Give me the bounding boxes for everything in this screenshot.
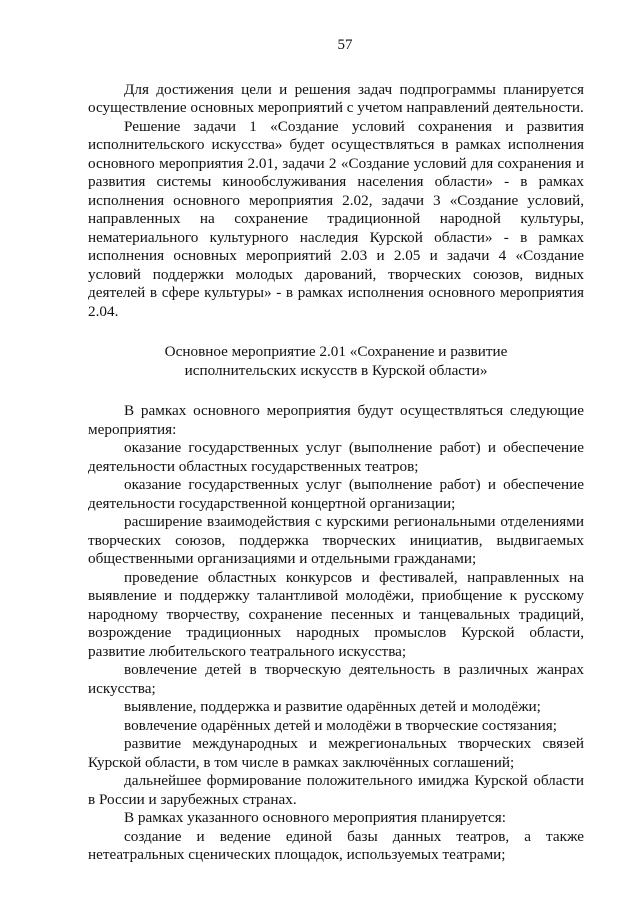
- body-paragraph: расширение взаимодействия с курскими региональными отделениями творческих союзов, поддержка творческих инициатив, выдвигаемых общественными организациями и отдельными гражданами;: [88, 513, 584, 567]
- body-paragraph: создание и ведение единой базы данных театров, а также нетеатральных сценических площадок, используемых театрами;: [88, 827, 584, 863]
- page-number: 57: [337, 37, 353, 53]
- body-paragraph: оказание государственных услуг (выполнение работ) и обеспечение деятельности областных государственных театров;: [88, 439, 584, 475]
- body-paragraph: В рамках указанного основного мероприятия планируется:: [124, 809, 506, 826]
- body-paragraph: оказание государственных услуг (выполнение работ) и обеспечение деятельности государственной концертной организации;: [88, 476, 584, 512]
- body-paragraph: дальнейшее формирование положительного имиджа Курской области в России и зарубежных странах.: [88, 772, 584, 808]
- body-paragraph: В рамках основного мероприятия будут осуществляться следующие мероприятия:: [88, 402, 584, 438]
- body-paragraph: проведение областных конкурсов и фестивалей, направленных на выявление и поддержку талантливой молодёжи, приобщение к русскому народному творчеству, сохранение песенных и танцевальных традиций, возрождение традиционных народных промыслов Курской области, развитие любительского театрального искусства;: [88, 568, 584, 660]
- intro-paragraph: Решение задачи 1 «Создание условий сохранения и развития исполнительского искусства» будет осуществляться в рамках исполнения основного мероприятия 2.01, задачи 2 «Создание условий для сохранения и развития системы кинообслуживания населения области» - в рамках исполнения основного мероприятия 2.02, задачи 3 «Создание условий, направленных на сохранение традиционной народной культуры, нематериального культурного наследия Курской области» - в рамках исполнения основных мероприятий 2.03 и 2.05 и задачи 4 «Создание условий поддержки молодых дарований, творческих союзов, видных деятелей в сфере культуры» - в рамках исполнения основного мероприятия 2.04.: [88, 117, 584, 320]
- body-paragraph: развитие международных и межрегиональных творческих связей Курской области, в том числе в рамках заключённых соглашений;: [88, 735, 584, 771]
- body-paragraph: вовлечение одарённых детей и молодёжи в творческие состязания;: [124, 716, 557, 734]
- body-paragraph: выявление, поддержка и развитие одарённых детей и молодёжи;: [124, 698, 541, 715]
- intro-paragraph: Для достижения цели и решения задач подпрограммы планируется осуществление основных мероприятий с учетом направлений деятельности.: [88, 80, 584, 116]
- body-paragraph: вовлечение детей в творческую деятельность в различных жанрах искусства;: [88, 661, 584, 697]
- section-heading: Основное мероприятие 2.01 «Сохранение и развитие исполнительских искусств в Курской области»: [164, 343, 508, 379]
